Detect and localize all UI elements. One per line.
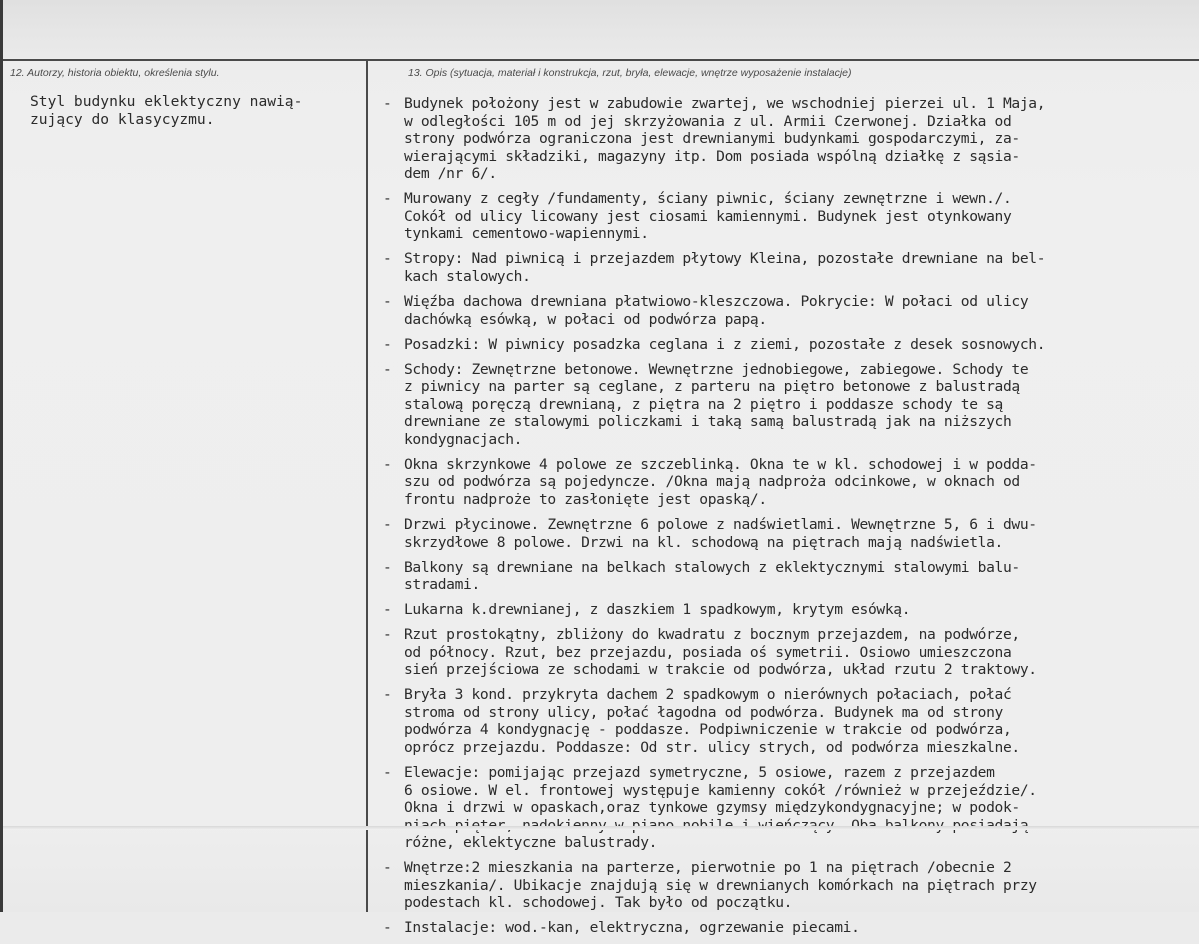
list-item [383,293,1183,328]
style-description: Styl budynku eklektyczny nawią- zujący do klasycyzmu. [30,93,303,128]
list-item [383,919,1183,937]
list-dash: - [383,558,392,576]
list-item [383,764,1183,852]
list-dash: - [383,515,392,533]
list-item [383,601,1183,619]
list-item [383,559,1183,594]
list-dash: - [383,95,392,112]
list-item [383,190,1183,243]
list-item [383,516,1183,551]
list-item-text: Instalacje: wod.-kan, elektryczna, ogrzewanie piecami. [404,919,860,937]
list-dash: - [383,360,392,378]
paper-fold [3,826,1199,830]
list-dash: - [383,764,392,782]
list-item-text: Stropy: Nad piwnicą i przejazdem płytowy Kleina, pozostałe drewniane na bel- kach stalowych. [404,250,1046,285]
list-item-text: Drzwi płycinowe. Zewnętrzne 6 polowe z nadświetlami. Wewnętrzne 5, 6 i dwu- skrzydłowe 8 polowe. Drzwi na kl. schodową na piętrach mają nadświetla. [404,515,1037,551]
list-item [383,859,1183,912]
column-divider [366,59,368,912]
list-dash: - [383,859,392,877]
list-item-text: Okna skrzynkowe 4 polowe ze szczeblinką. Okna te w kl. schodowej i w podda- szu od podwórza są pojedyncze. /Okna mają nadproża odcinkowe, w oknach od frontu nadproże to zasłonięte jest opaską/. [404,455,1037,508]
top-margin [0,0,1199,58]
description-list [383,95,1183,944]
list-item-text: Bryła 3 kond. przykryta dachem 2 spadkowym o nierównych połaciach, połać stroma od strony ulicy, połać łagodna od podwórza. Budynek ma od strony podwórza 4 kondygnację - poddasze. Podpiwniczenie w trakcie od podwórza, oprócz przejazdu. Poddasze: Od str. ulicy strych, od podwórza mieszkalne. [404,686,1020,756]
list-item [383,456,1183,509]
list-item-text: Balkony są drewniane na belkach stalowych z eklektycznymi stalowymi balu- stradami. [404,558,1020,594]
list-dash: - [383,292,392,310]
header-rule [3,59,1199,61]
list-dash: - [383,455,392,473]
list-item-text: Elewacje: pomijając przejazd symetryczne, 5 osiowe, razem z przejazdem 6 osiowe. W el. frontowej występuje kamienny cokół /również w przejeździe/. Okna i drzwi w opaskach,oraz tynkowe gzymsy międzykondygnacyjne; w podok- różne, eklektyczne balustrady. [404,764,1037,852]
list-dash: - [383,601,392,619]
list-item-text: Lukarna k.drewnianej, z daszkiem 1 spadkowym, krytym esówką. [404,601,911,619]
list-item [383,250,1183,285]
list-item-text: Wnętrze:2 mieszkania na parterze, pierwotnie po 1 na piętrach /obecnie 2 mieszkania/. Ubikacje znajdują się w drewnianych komórkach na piętrach przy podestach kl. schodowej. Tak było od początku. [404,859,1037,912]
list-dash: - [383,686,392,704]
list-dash: - [383,250,392,268]
list-item-text: Schody: Zewnętrzne betonowe. Wewnętrzne jednobiegowe, zabiegowe. Schody te z piwnicy na parter są ceglane, z parteru na piętro betonowe z balustradą stalową poręczą drewnianą, z piętra na 2 piętro i poddasze schody te są drewniane ze stalowymi policzkami i taką samą balustradą jak na niższych kondygnacjach. [404,360,1029,448]
list-dash: - [383,919,392,937]
list-item-text: Więźba dachowa drewniana płatwiowo-kleszczowa. Pokrycie: W połaci od ulicy dachówką esówką, w połaci od podwórza papą. [404,292,1029,328]
list-item-text: Posadzki: W piwnicy posadzka ceglana i z ziemi, pozostałe z desek sosnowych. [404,335,1046,353]
section-13-header: 13. Opis (sytuacja, materiał i konstrukcja, rzut, bryła, elewacje, wnętrze wyposażenie instalacje) [408,67,852,79]
list-dash: - [383,335,392,353]
list-item [383,626,1183,679]
list-item [383,95,1183,183]
list-item-text: Budynek położony jest w zabudowie zwartej, we wschodniej pierzei ul. 1 Maja, w odległości 105 m od jej skrzyżowania z ul. Armii Czerwonej. Działka od strony podwórza ograniczona jest drewnianymi budynkami gospodarczymi, za- wierającymi składziki, magazyny itp. Dom posiada wspólną działkę z sąsia- dem /nr 6/. [404,95,1046,183]
list-item [383,686,1183,756]
list-item [383,361,1183,449]
list-item-text: Murowany z cegły /fundamenty, ściany piwnic, ściany zewnętrzne i wewn./. Cokół od ulicy licowany jest ciosami kamiennymi. Budynek jest otynkowany tynkami cementowo-wapiennymi. [404,190,1012,243]
section-12-header: 12. Autorzy, historia obiektu, określenia stylu. [10,67,220,79]
list-dash: - [383,190,392,208]
list-item [383,336,1183,354]
left-border-line [0,0,3,912]
list-item-text: Rzut prostokątny, zbliżony do kwadratu z bocznym przejazdem, na podwórze, od północy. Rzut, bez przejazdu, posiada oś symetrii. Osiowo umieszczona sień przejściowa ze schodami w trakcie od podwórza, układ rzutu 2 traktowy. [404,626,1037,679]
list-dash: - [383,626,392,644]
